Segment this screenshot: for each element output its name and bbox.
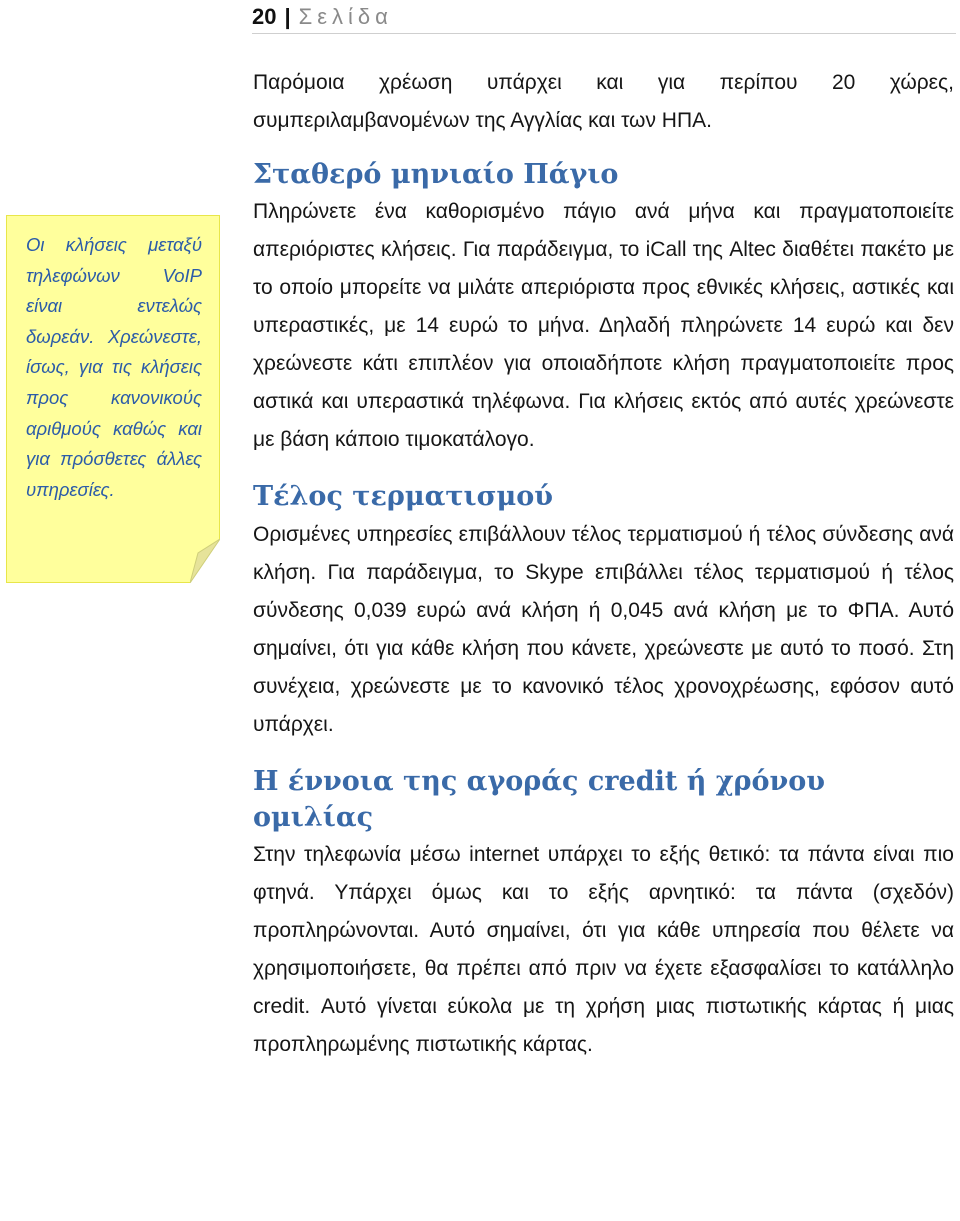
section-body-termination-fee: Ορισμένες υπηρεσίες επιβάλλουν τέλος τερματισμού ή τέλος σύνδεσης ανά κλήση. Για παράδειγμα, το Skype επιβάλλει τέλος τερματισμού ή τέλος σύνδεσης 0,039 ευρώ ανά κλήση ή 0,045 ανά κλήση με το ΦΠΑ. Αυτό σημαίνει, ότι για κάθε κλήση που κάνετε, χρεώνεστε με αυτό το ποσό. Στη συνέχεια, χρεώνεστε με το κανονικό τέλος χρονοχρέωσης, εφόσον αυτό υπάρχει. (253, 523, 954, 736)
main-content (253, 64, 954, 1064)
page-label: Σελίδα (298, 3, 393, 29)
intro-paragraph: Παρόμοια χρέωση υπάρχει και για περίπου 20 χώρες, συμπεριλαμβανομένων της Αγγλίας και των ΗΠΑ. (253, 71, 954, 132)
section-body-credit: Στην τηλεφωνία μέσω internet υπάρχει το εξής θετικό: τα πάντα είναι πιο φτηνά. Υπάρχει όμως και το εξής αρνητικό: τα πάντα (σχεδόν) προπληρώνονται. Αυτό σημαίνει, ότι για κάθε υπηρεσία που θέλετε να χρησιμοποιήσετε, θα πρέπει από πριν να έχετε εξασφαλίσει το κατάλληλο credit. Αυτό γίνεται εύκολα με τη χρήση μιας πιστωτικής κάρτας ή μιας προπληρωμένης πιστωτικής κάρτας. (253, 843, 954, 1056)
page-separator: | (284, 3, 291, 29)
page-header (252, 0, 956, 34)
section-heading-fixed-fee: Σταθερό μηνιαίο Πάγιο (253, 159, 619, 190)
section-heading-credit: Η έννοια της αγοράς credit ή χρόνου ομιλίας (253, 766, 825, 833)
sidenote-fold-corner (190, 539, 220, 583)
page-number: 20 (252, 3, 277, 29)
sidenote-text: Οι κλήσεις μεταξύ τηλεφώνων VoIP είναι εντελώς δωρεάν. Χρεώνεστε, ίσως, για τις κλήσεις προς κανονικούς αριθμούς καθώς και για πρόσθετες άλλες υπηρεσίες. (26, 234, 202, 500)
section-heading-termination-fee: Τέλος τερματισμού (253, 481, 554, 512)
section-body-fixed-fee: Πληρώνετε ένα καθορισμένο πάγιο ανά μήνα και πραγματοποιείτε απεριόριστες κλήσεις. Για παράδειγμα, το iCall της Altec διαθέτει πακέτο με το οποίο μπορείτε να μιλάτε απεριόριστα προς εθνικές κλήσεις, αστικές και υπεραστικές, με 14 ευρώ το μήνα. Δηλαδή πληρώνετε 14 ευρώ και δεν χρεώνεστε κάτι επιπλέον για οποιαδήποτε κλήση πραγματοποιείτε προς αστικά και υπεραστικά τηλέφωνα. Για κλήσεις εκτός από αυτές χρεώνεστε με βάση κάποιο τιμοκατάλογο. (253, 200, 954, 451)
